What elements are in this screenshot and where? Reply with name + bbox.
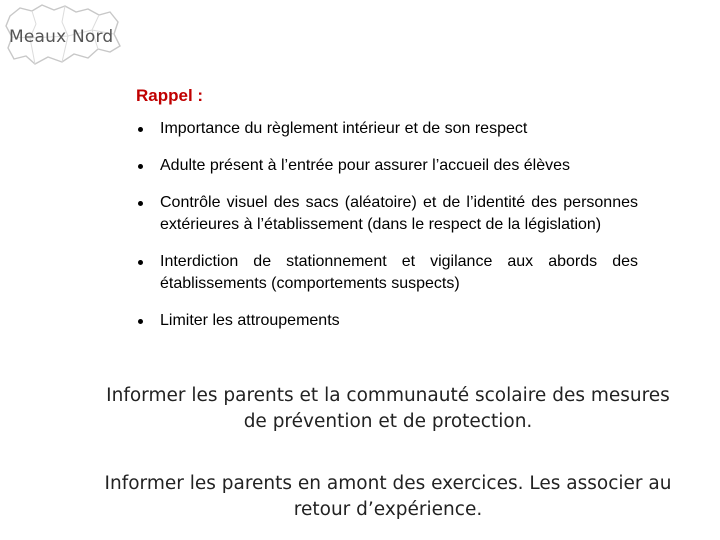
logo	[2, 2, 124, 70]
list-item	[136, 192, 638, 236]
bullet-icon	[138, 319, 143, 324]
rappel-title: Rappel :	[136, 86, 204, 105]
list-item	[136, 118, 638, 140]
list-item-text: Importance du règlement intérieur et de son respect	[160, 120, 528, 137]
bullet-icon	[138, 260, 143, 265]
list-item-text: Adulte présent à l’entrée pour assurer l’accueil des élèves	[160, 157, 571, 174]
logo-text: Meaux Nord	[9, 27, 114, 47]
inform-exercises-paragraph: Informer les parents en amont des exercices. Les associer au retour d’expérience.	[104, 473, 672, 520]
bullet-icon	[138, 201, 143, 206]
bullet-icon	[138, 127, 143, 132]
list-item-text: Contrôle visuel des sacs (aléatoire) et de l’identité des personnes extérieures à l’établissement (dans le respect de la législation)	[160, 194, 638, 233]
list-item	[136, 155, 638, 177]
list-item	[136, 310, 638, 332]
list-item-text: Interdiction de stationnement et vigilance aux abords des établissements (comportements suspects)	[160, 253, 638, 292]
list-item	[136, 251, 638, 295]
bullet-icon	[138, 164, 143, 169]
rappel-list	[136, 118, 638, 347]
list-item-text: Limiter les attroupements	[160, 312, 340, 329]
inform-community-paragraph: Informer les parents et la communauté scolaire des mesures de prévention et de protection.	[106, 385, 670, 432]
